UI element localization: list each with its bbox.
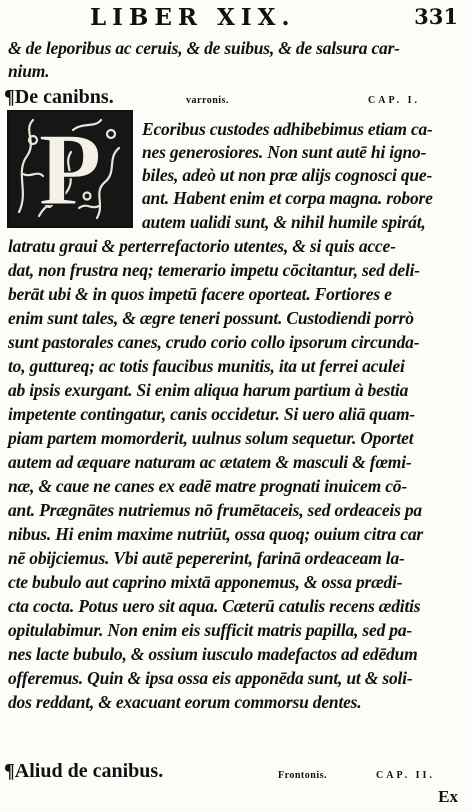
running-title: LIBER XIX. — [90, 4, 296, 31]
body-line: enim sunt tales, & ægre teneri possunt. Custodiendi porrò — [8, 308, 414, 328]
section-source: Frontonis. — [278, 770, 327, 781]
body-line: opitulabimur. Non enim eis sufficit matris papilla, sed pa- — [8, 620, 413, 640]
ornament-icon — [9, 112, 131, 226]
body-line: nē obijciemus. Vbi autē pepererint, farinā ordeaceam la- — [8, 548, 405, 568]
page-number: 331 — [414, 4, 458, 29]
body-line: nes generosiores. Non sunt autē hi igno- — [142, 142, 427, 162]
body-line: autem ualidi sunt, & nihil humile spirát, — [142, 212, 426, 232]
body-line: offeremus. Quin & ipsa ossa eis apponēda sunt, ut & soli- — [8, 668, 413, 688]
chapter-label: CAP. I. — [368, 95, 421, 106]
body-line: latratu graui & perterrefactorio utentes, & si quis acce- — [8, 236, 396, 256]
body-line: Ecoribus custodes adhibebimus etiam ca- — [142, 119, 433, 139]
decorated-initial — [7, 110, 133, 228]
section-heading: ¶De canibns. — [4, 86, 114, 108]
body-line: biles, adeò ut non præ alijs cognosci que- — [142, 165, 433, 185]
body-line: sunt pastorales canes, crudo corio collo ipsorum circunda- — [8, 332, 420, 352]
section-source: varronis. — [186, 95, 229, 106]
body-line: nes lacte bubulo, & ossium iusculo madefactos ad edēdum — [8, 644, 418, 664]
drop-cap-letter: P — [38, 112, 102, 226]
body-line: impetente contingatur, canis occidetur. Si uero aliā quam- — [8, 404, 415, 424]
body-line: autem ad æquare naturam ac ætatem & masculi & fœmi- — [8, 452, 412, 472]
intro-line: & de leporibus ac ceruis, & de suibus, & de salsura car- — [8, 38, 400, 58]
section-heading: ¶Aliud de canibus. — [4, 760, 164, 782]
body-line: ant. Habent enim et corpa magna. robore — [142, 188, 433, 208]
catchword: Ex — [438, 787, 458, 806]
body-line: nibus. Hi enim maxime nutriūt, ossa quoq; ouium citra car — [8, 524, 424, 544]
intro-line: nium. — [8, 61, 50, 81]
page-header — [0, 2, 472, 32]
body-line: dos reddant, & exacuant eorum commorsu dentes. — [8, 692, 362, 712]
body-line: næ, & caue ne canes ex eadē matre prognati inuicem cō- — [8, 476, 407, 496]
body-line: dat, non frustra neq; temerario impetu cōcitantur, sed deli- — [8, 260, 420, 280]
body-line: piam partem momorderit, uulnus solum sequetur. Oportet — [8, 428, 414, 448]
body-line: berāt ubi & in quos impetū facere oporteat. Fortiores e — [8, 284, 392, 304]
body-line: cta cocta. Potus uero sit aqua. Cæterū catulis recens æditis — [8, 596, 421, 616]
body-line: cte bubulo aut caprino mixtā apponemus, & ossa prædi- — [8, 572, 403, 592]
body-line: ab ipsis exurgant. Si enim aliqua harum partium à bestia — [8, 380, 409, 400]
chapter-label: CAP. II. — [376, 770, 435, 781]
body-line: ant. Prægnātes nutriemus nō frumētaceis, sed ordeaceis pa — [8, 500, 422, 520]
body-line: to, guttureq; ac totis faucibus munitis, ita ut ferrei aculei — [8, 356, 405, 376]
